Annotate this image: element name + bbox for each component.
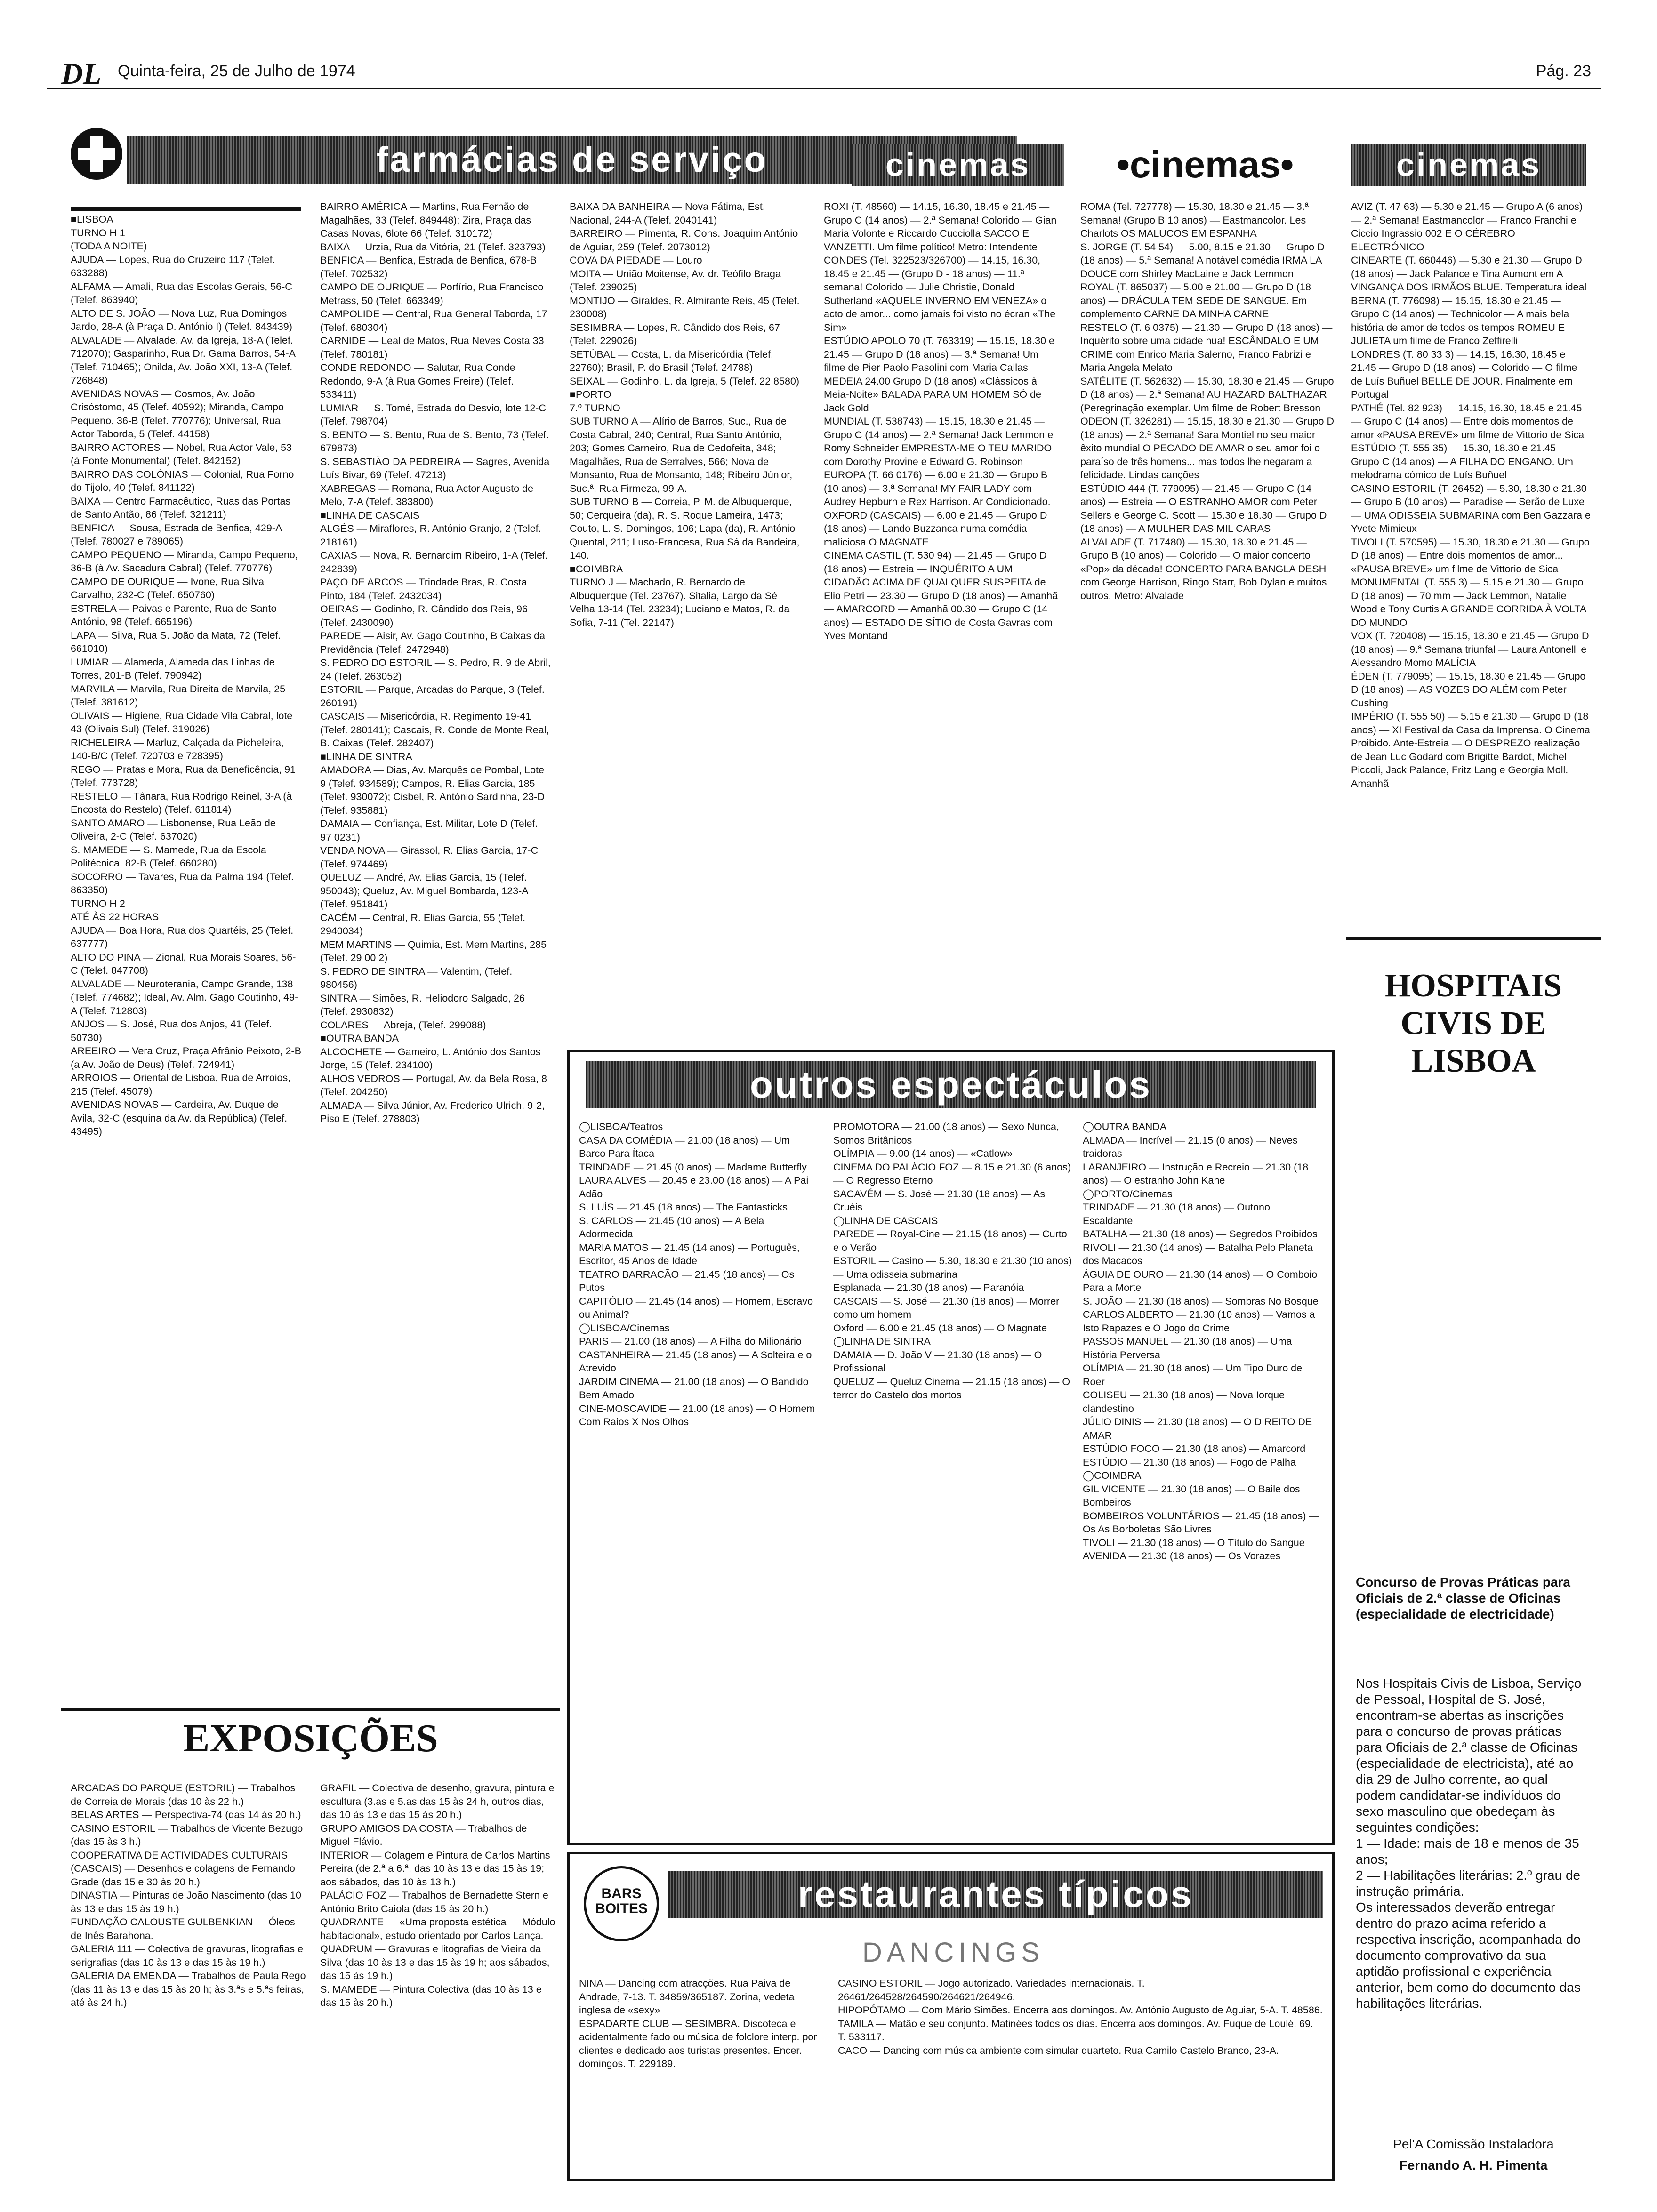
cinemas-column-1: ROXI (T. 48560) — 14.15, 16.30, 18.45 e 21.45 — Grupo C (14 anos) — 2.ª Semana! Colorido — Gian Maria Volonte e Riccardo Cucciolla SACCO E VANZETTI. Um filme político! Metro: Intendente CONDES (Tel. 322523/326700) — 14.15, 16.30, 18.45 e 21.45 — (Grupo D - 18 anos) — 11.ª semana! Colorido — Julie Christie, Donald Sutherland «AQUELE INVERNO EM VENEZA» o acto de amor... como jamais foi visto no écran «The Sim» ESTÚDIO APOLO 70 (T. 763319) — 15.15, 18.30 e 21.45 — Grupo D (18 anos) — 3.ª Semana! Um filme de Pier Paolo Pasolini com Maria Callas MEDEIA 24.00 Grupo D (18 anos) «Clássicos à Meia-Noite» BALADA PARA UM HOMEM SÓ de Jack Gold MUNDIAL (T. 538743) — 15.15, 18.30 e 21.45 — Grupo C (14 anos) — 2.ª Semana! Jack Lemmon e Romy Schneider EMPRESTA-ME O TEU MARIDO com Dorothy Provine e Edward G. Robinson EUROPA (T. 66 0176) — 6.00 e 21.30 — Grupo B (10 anos) — 3.ª Semana! MY FAIR LADY com Audrey Hepburn e Rex Harrison. Ar Condicionado. OXFORD (CASCAIS) — 6.00 e 21.45 — Grupo D (18 anos) — Lando Buzzanca numa comédia maliciosa O MAGNATE CINEMA CASTIL (T. 530 94) — 21.45 — Grupo D (18 anos) — Estreia — INQUÉRITO A UM CIDADÃO ACIMA DE QUALQUER SUSPEITA de Elio Petri — 23.30 — Grupo D (18 anos) — Amanhã — AMARCORD — Amanhã 00.30 — Grupo C (14 anos) — ESTADO DE SÍTIO de Costa Gavras com Yves Montand [824, 201, 1058, 641]
hospitais-title: HOSPITAIS CIVIS DE LISBOA [1384, 968, 1562, 1079]
newspaper-logo: DL [61, 57, 102, 90]
page-number: Pág. 23 [1536, 62, 1591, 80]
exposicoes-column-1: ARCADAS DO PARQUE (ESTORIL) — Trabalhos de Correia de Morais (das 10 às 22 h.) BELAS ARTES — Perspectiva-74 (das 14 às 20 h.) CASINO ESTORIL — Trabalhos de Vicente Bezugo (das 15 às 3 h.) COOPERATIVA DE ACTIVIDADES CULTURAIS (CASCAIS) — Desenhos e colagens de Fernando Grade (das 15 e 30 às 20 h.) DINASTIA — Pinturas de João Nascimento (das 10 às 13 e das 15 às 19 h.) FUNDAÇÃO CALOUSTE GULBENKIAN — Óleos de Inês Barahona. GALERIA 111 — Colectiva de gravuras, litografias e serigrafias (das 10 às 13 e das 15 às 19 h.) GALERIA DA EMENDA — Trabalhos de Paula Rego (das 11 às 13 e das 15 às 20 h; às 3.ªs e 5.ªs feiras, até às 24 h.) [71, 1782, 306, 2008]
farmacias-column-2: BAIRRO AMÉRICA — Martins, Rua Fernão de Magalhães, 33 (Telef. 849448); Zira, Praça das Casas Novas, 6lote 66 (Telef. 310172) BAIXA — Urzia, Rua da Vitória, 21 (Telef. 323793) BENFICA — Benfica, Estrada de Benfica, 678-B (Telef. 702532) CAMPO DE OURIQUE — Porfírio, Rua Francisco Metrass, 50 (Telef. 663349) CAMPOLIDE — Central, Rua General Taborda, 17 (Telef. 680304) CARNIDE — Leal de Matos, Rua Neves Costa 33 (Telef. 780181) CONDE REDONDO — Salutar, Rua Conde Redondo, 9-A (à Rua Gomes Freire) (Telef. 533411) LUMIAR — S. Tomé, Estrada do Desvio, lote 12-C (Telef. 798704) S. BENTO — S. Bento, Rua de S. Bento, 73 (Telef. 679873) S. SEBASTIÃO DA PEDREIRA — Sagres, Avenida Luís Bivar, 69 (Telef. 47213) XABREGAS — Romana, Rua Actor Augusto de Melo, 7-A (Telef. 383800) ■LINHA DE CASCAIS ALGÉS — Miraflores, R. António Granjo, 2 (Telef. 218161) CAXIAS — Nova, R. Bernardim Ribeiro, 1-A (Telef. 242839) PAÇO DE ARCOS — Trindade Bras, R. Costa Pinto, 184 (Telef. 2432034) OEIRAS — Godinho, R. Cândido dos Reis, 96 (Telef. 2430090) PAREDE — Aisir, Av. Gago Coutinho, B Caixas da Previdência (Telef. 2472948) S. PEDRO DO ESTORIL — S. Pedro, R. 9 de Abril, 24 (Telef. 263052) ESTORIL — Parque, Arcadas do Parque, 3 (Telef. 260191) CASCAIS — Misericórdia, R. Regimento 19-41 (Telef. 280141); Cascais, R. Conde de Monte Real, B. Caixas (Telef. 282407) ■LINHA DE SINTRA AMADORA — Dias, Av. Marquês de Pombal, Lote 9 (Telef. 934589); Campos, R. Elias Garcia, 185 (Telef. 930072); Cisbel, R. António Sardinha, 23-D (Telef. 935881) DAMAIA — Confiança, Est. Militar, Lote D (Telef. 97 0231) VENDA NOVA — Girassol, R. Elias Garcia, 17-C (Telef. 974469) QUELUZ — André, Av. Elias Garcia, 15 (Telef. 950043); Queluz, Av. Miguel Bombarda, 123-A (Telef. 951841) CACÉM — Central, R. Elias Garcia, 55 (Telef. 2940034) MEM MARTINS — Quimia, Est. Mem Martins, 285 (Telef. 29 00 2) S. PEDRO DE SINTRA — Valentim, (Telef. 980456) SINTRA — Simões, R. Heliodoro Salgado, 26 (Telef. 2930832) COLARES — Abreja, (Telef. 299088) ■OUTRA BANDA ALCOCHETE — Gameiro, L. António dos Santos Jorge, 15 (Telef. 234100) ALHOS VEDROS — Portugal, Av. da Bela Rosa, 8 (Telef. 204250) ALMADA — Silva Júnior, Av. Frederico Ulrich, 9-2, Piso E (Telef. 278803) [320, 201, 551, 1124]
page-header [47, 56, 1601, 89]
dancings-column-2: CASINO ESTORIL — Jogo autorizado. Variedades internacionais. T. 26461/264528/264590/264621/264946. HIPOPÓTAMO — Com Mário Simões. Encerra aos domingos. Av. António Augusto de Aguiar, 5-A. T. 48586. TAMILA — Matão e seu conjunto. Matinées todos os dias. Encerra aos domingos. Av. Fuque de Loulé, 69. T. 533117. CACO — Dancing com música ambiente com simular quarteto. Rua Camilo Castelo Branco, 23-A. [838, 1978, 1323, 2056]
band-cinemas-left: cinemas [852, 144, 1064, 186]
outros-column-1: ◯LISBOA/Teatros CASA DA COMÉDIA — 21.00 (18 anos) — Um Barco Para Ítaca TRINDADE — 21.45 (0 anos) — Madame Butterfly LAURA ALVES — 20.45 e 23.00 (18 anos) — A Pai Adão S. LUÍS — 21.45 (18 anos) — The Fantasticks S. CARLOS — 21.45 (10 anos) — A Bela Adormecida MARIA MATOS — 21.45 (14 anos) — Português, Escritor, 45 Anos de Idade TEATRO BARRACÃO — 21.45 (18 anos) — Os Putos CAPITÓLIO — 21.45 (14 anos) — Homem, Escravo ou Animal? ◯LISBOA/Cinemas PARIS — 21.00 (18 anos) — A Filha do Milionário CASTANHEIRA — 21.45 (18 anos) — A Solteira e o Atrevido JARDIM CINEMA — 21.00 (18 anos) — O Bandido Bem Amado CINE-MOSCAVIDE — 21.00 (18 anos) — O Homem Com Raios X Nos Olhos [579, 1121, 815, 1427]
outros-column-3: ◯OUTRA BANDA ALMADA — Incrível — 21.15 (0 anos) — Neves traidoras LARANJEIRO — Instrução e Recreio — 21.30 (18 anos) — O estranho John Kane ◯PORTO/Cinemas TRINDADE — 21.30 (18 anos) — Outono Escaldante BATALHA — 21.30 (18 anos) — Segredos Proibidos RIVOLI — 21.30 (14 anos) — Batalha Pelo Planeta dos Macacos ÁGUIA DE OURO — 21.30 (14 anos) — O Comboio Para a Morte S. JOÃO — 21.30 (18 anos) — Sombras No Bosque CARLOS ALBERTO — 21.30 (10 anos) — Vamos a Isto Rapazes e O Jogo do Crime PASSOS MANUEL — 21.30 (18 anos) — Uma História Perversa OLÍMPIA — 21.30 (18 anos) — Um Tipo Duro de Roer COLISEU — 21.30 (18 anos) — Nova Iorque clandestino JÚLIO DINIS — 21.30 (18 anos) — O DIREITO DE AMAR ESTÚDIO FOCO — 21.30 (18 anos) — Amarcord ESTÚDIO — 21.30 (18 anos) — Fogo de Palha ◯COIMBRA GIL VICENTE — 21.30 (18 anos) — O Baile dos Bombeiros BOMBEIROS VOLUNTÁRIOS — 21.45 (18 anos) — Os As Borboletas São Livres TIVOLI — 21.30 (18 anos) — O Título do Sangue AVENIDA — 21.30 (18 anos) — Os Vorazes [1083, 1121, 1319, 1562]
farmacias-column-1: ■LISBOA TURNO H 1 (TODA A NOITE) AJUDA — Lopes, Rua do Cruzeiro 117 (Telef. 633288) ALFAMA — Amali, Rua das Escolas Gerais, 56-C (Telef. 863940) ALTO DE S. JOÃO — Nova Luz, Rua Domingos Jardo, 28-A (à Praça D. António I) (Telef. 843439) ALVALADE — Alvalade, Av. da Igreja, 18-A (Telef. 712070); Gasparinho, Rua Dr. Gama Barros, 54-A (Telef. 710465); Onilda, Av. João XXI, 13-A (Telef. 726848) AVENIDAS NOVAS — Cosmos, Av. João Crisóstomo, 45 (Telef. 40592); Miranda, Campo Pequeno, 36-B (Telef. 770776); Universal, Rua Actor Taborda, 5 (Telef. 44158) BAIRRO ACTORES — Nobel, Rua Actor Vale, 53 (à Fonte Monumental) (Telef. 842152) BAIRRO DAS COLÓNIAS — Colonial, Rua Forno do Tijolo, 40 (Telef. 841122) BAIXA — Centro Farmacêutico, Ruas das Portas de Santo Antão, 86 (Telef. 321211) BENFICA — Sousa, Estrada de Benfica, 429-A (Telef. 780027 e 789065) CAMPO PEQUENO — Miranda, Campo Pequeno, 36-B (à Av. Sacadura Cabral) (Telef. 770776) CAMPO DE OURIQUE — Ivone, Rua Silva Carvalho, 232-C (Telef. 650760) ESTRELA — Paivas e Parente, Rua de Santo António, 98 (Telef. 665196) LAPA — Silva, Rua S. João da Mata, 72 (Telef. 661010) LUMIAR — Alameda, Alameda das Linhas de Torres, 201-B (Telef. 790942) MARVILA — Marvila, Rua Direita de Marvila, 25 (Telef. 381612) OLIVAIS — Higiene, Rua Cidade Vila Cabral, lote 43 (Olivais Sul) (Telef. 319026) RICHELEIRA — Marluz, Calçada da Picheleira, 140-B/C (Telef. 720703 e 728395) REGO — Pratas e Mora, Rua da Beneficência, 91 (Telef. 773728) RESTELO — Tânara, Rua Rodrigo Reinel, 3-A (à Encosta do Restelo) (Telef. 611814) SANTO AMARO — Lisbonense, Rua Leão de Oliveira, 2-C (Telef. 637020) S. MAMEDE — S. Mamede, Rua da Escola Politécnica, 82-B (Telef. 660280) SOCORRO — Tavares, Rua da Palma 194 (Telef. 863350) TURNO H 2 ATÉ ÀS 22 HORAS AJUDA — Boa Hora, Rua dos Quartéis, 25 (Telef. 637777) ALTO DO PINA — Zional, Rua Morais Soares, 56-C (Telef. 847708) ALVALADE — Neuroterania, Campo Grande, 138 (Telef. 774682); Ideal, Av. Alm. Gago Coutinho, 49-A (Telef. 712803) ANJOS — S. José, Rua dos Anjos, 41 (Telef. 50730) AREEIRO — Vera Cruz, Praça Afrânio Peixoto, 2-B (a Av. João de Deus) (Telef. 724941) ARROIOS — Oriental de Lisboa, Rua de Arroios, 215 (Telef. 45079) AVENIDAS NOVAS — Cardeira, Av. Duque de Avila, 32-C (esquina da Av. da República) (Telef. 43495) [71, 214, 301, 1137]
band-cinemas-right: cinemas [1351, 144, 1586, 186]
band-farmacias: farmácias de serviço [127, 136, 1017, 184]
farmacias-column-3: BAIXA DA BANHEIRA — Nova Fátima, Est. Nacional, 244-A (Telef. 2040141) BARREIRO — Pimenta, R. Cons. Joaquim António de Aguiar, 259 (Telef. 2073012) COVA DA PIEDADE — Louro MOITA — União Moitense, Av. dr. Teófilo Braga (Telef. 239025) MONTIJO — Giraldes, R. Almirante Reis, 45 (Telef. 230008) SESIMBRA — Lopes, R. Cândido dos Reis, 67 (Telef. 229026) SETÚBAL — Costa, L. da Misericórdia (Telef. 22760); Brasil, P. do Brasil (Telef. 24788) SEIXAL — Godinho, L. da Igreja, 5 (Telef. 22 8580) ■PORTO 7.º TURNO SUB TURNO A — Alírio de Barros, Suc., Rua de Costa Cabral, 240; Central, Rua Santo António, 203; Gomes Carneiro, Rua de Cedofeita, 348; Magalhães, Rua de Serralves, 566; Nova de Monsanto, Rua de Monsanto, 148; Ribeiro Júnior, Suc.ª, Rua Firmeza, 99-A. SUB TURNO B — Correia, P. M. de Albuquerque, 50; Cerqueira (da), R. S. Roque Lameira, 1473; Couto, L. S. Domingos, 106; Lapa (da), R. António Quental, 211; Luso-Francesa, Rua Sá da Bandeira, 140. ■COIMBRA TURNO J — Machado, R. Bernardo de Albuquerque (Tel. 23767). Sitalia, Largo da Sé Velha 13-14 (Tel. 23234); Luciano e Matos, R. da Sofia, 7-11 (Tel. 22147) [570, 201, 800, 628]
dancings-heading: DANCINGS [862, 1937, 1045, 1968]
exposicoes-title: EXPOSIÇÕES [183, 1716, 438, 1760]
pharmacy-cross-icon [71, 128, 122, 180]
dancings-column-1: NINA — Dancing com atracções. Rua Paiva de Andrade, 7-13. T. 34859/365187. Zorina, vedeta inglesa de «sexy» ESPADARTE CLUB — SESIMBRA. Discoteca e acidentalmente fado ou música de folclore interp. por clientes e dedicado aos turistas presentes. Encer. domingos. T. 229189. [579, 1978, 817, 2069]
band-restaurantes: restaurantes típicos [668, 1871, 1323, 1918]
cinemas-column-2: ROMA (Tel. 727778) — 15.30, 18.30 e 21.45 — 3.ª Semana! (Grupo B 10 anos) — Eastmancolor. Les Charlots OS MALUCOS EM ESPANHA S. JORGE (T. 54 54) — 5.00, 8.15 e 21.30 — Grupo D (18 anos) — 5.ª Semana! A notável comédia IRMA LA DOUCE com Shirley MacLaine e Jack Lemmon ROYAL (T. 865037) — 5.00 e 21.00 — Grupo D (18 anos) — DRÁCULA TEM SEDE DE SANGUE. Em complemento CARNE DA MINHA CARNE RESTELO (T. 6 0375) — 21.30 — Grupo D (18 anos) — Inquérito sobre uma cidade nua! ESCÂNDALO E UM CRIME com Enrico Maria Salerno, Franco Fabrizi e Maria Angela Melato SATÉLITE (T. 562632) — 15.30, 18.30 e 21.45 — Grupo D (18 anos) — 2.ª Semana! AU HAZARD BALTHAZAR (Peregrinação exemplar. Um filme de Robert Bresson ODEON (T. 326281) — 15.15, 18.30 e 21.30 — Grupo D (18 anos) — 2.ª Semana! Sara Montiel no seu maior êxito mundial O PECADO DE AMAR o seu amor foi o paraíso de três homens... mas todos lhe negaram a felicidade. Lindas canções ESTÚDIO 444 (T. 779095) — 21.45 — Grupo C (14 anos) — Estreia — O ESTRANHO AMOR com Peter Sellers e George C. Scott — 15.30 e 18.30 — Grupo D (18 anos) — A MULHER DAS MIL CARAS ALVALADE (T. 717480) — 15.30, 18.30 e 21.45 — Grupo B (10 anos) — Colorido — O maior concerto «Pop» da década! CONCERTO PARA BANGLA DESH com George Harrison, Ringo Starr, Bob Dylan e muitos outros. Metro: Alvalade [1080, 201, 1334, 601]
divider [71, 207, 301, 211]
divider [1346, 937, 1601, 940]
divider [61, 1708, 560, 1711]
issue-date: Quinta-feira, 25 de Julho de 1974 [118, 62, 355, 80]
hospitais-body: Nos Hospitais Civis de Lisboa, Serviço de Pessoal, Hospital de S. José, encontram-se abertas as inscrições para o concurso de provas práticas para Oficiais de 2.ª classe de Oficinas (especialidade de electricista), até ao dia 29 de Julho corrente, ao qual podem candidatar-se indivíduos do sexo masculino que obedeçam às seguintes condições: 1 — Idade: mais de 18 e menos de 35 anos; 2 — Habilitações literárias: 2.º grau de instrução primária. Os interessados deverão entregar dentro do prazo acima referido a respectiva inscrição, acompanhada do documento comprovativo da sua aptidão profissional e experiência anterior, bem como do documento das habilitações literárias. [1356, 1676, 1582, 2011]
outros-column-2: PROMOTORA — 21.00 (18 anos) — Sexo Nunca, Somos Britânicos OLÍMPIA — 9.00 (14 anos) — «Catlow» CINEMA DO PALÁCIO FOZ — 8.15 e 21.30 (6 anos) — O Regresso Eterno SACAVÉM — S. José — 21.30 (18 anos) — As Cruéis ◯LINHA DE CASCAIS PAREDE — Royal-Cine — 21.15 (18 anos) — Curto e o Verão ESTORIL — Casino — 5.30, 18.30 e 21.30 (10 anos) — Uma odisseia submarina Esplanada — 21.30 (18 anos) — Paranóia CASCAIS — S. José — 21.30 (18 anos) — Morrer como um homem Oxford — 6.00 e 21.45 (18 anos) — O Magnate ◯LINHA DE SINTRA DAMAIA — D. João V — 21.30 (18 anos) — O Profissional QUELUZ — Queluz Cinema — 21.15 (18 anos) — O terror do Castelo dos mortos [833, 1121, 1072, 1401]
bars-boites-badge: BARS BOITES [584, 1866, 659, 1941]
hospitais-signature-intro: Pel'A Comissão Instaladora [1393, 2137, 1554, 2151]
hospitais-signature: Fernando A. H. Pimenta [1399, 2158, 1548, 2172]
cinemas-column-3: AVIZ (T. 47 63) — 5.30 e 21.45 — Grupo A (6 anos) — 2.ª Semana! Eastmancolor — Franco Franchi e Ciccio Ingrassio 002 E O CÉREBRO ELECTRÓNICO CINEARTE (T. 660446) — 5.30 e 21.30 — Grupo D (18 anos) — Jack Palance e Tina Aumont em A VINGANÇA DOS IRMÃOS BLUE. Temperatura ideal BERNA (T. 776098) — 15.15, 18.30 e 21.45 — Grupo C (14 anos) — Technicolor — A mais bela história de amor de todos os tempos ROMEU E JULIETA um filme de Franco Zeffirelli LONDRES (T. 80 33 3) — 14.15, 16.30, 18.45 e 21.45 — Grupo D (18 anos) — Colorido — O filme de Luís Buñuel BELLE DE JOUR. Finalmente em Portugal PATHÉ (Tel. 82 923) — 14.15, 16.30, 18.45 e 21.45 — Grupo C (14 anos) — Entre dois momentos de amor «PAUSA BREVE» um filme de Vittorio de Sica ESTÚDIO (T. 555 35) — 15.30, 18.30 e 21.45 — Grupo C (14 anos) — A FILHA DO ENGANO. Um melodrama cómico de Luís Buñuel CASINO ESTORIL (T. 26452) — 5.30, 18.30 e 21.30 — Grupo B (10 anos) — Paradise — Serão de Luxe — UMA ODISSEIA SUBMARINA com Ben Gazzara e Yvete Mimieux TIVOLI (T. 570595) — 15.30, 18.30 e 21.30 — Grupo D (18 anos) — Entre dois momentos de amor... «PAUSA BREVE» um filme de Vittorio de Sica MONUMENTAL (T. 555 3) — 5.15 e 21.30 — Grupo D (18 anos) — 70 mm — Jack Lemmon, Natalie Wood e Tony Curtis A GRANDE CORRIDA À VOLTA DO MUNDO VOX (T. 720408) — 15.15, 18.30 e 21.45 — Grupo D (18 anos) — 9.ª Semana triunfal — Laura Antonelli e Alessandro Momo MALÍCIA ÉDEN (T. 779095) — 15.15, 18.30 e 21.45 — Grupo D (18 anos) — AS VOZES DO ALÉM com Peter Cushing IMPÉRIO (T. 555 50) — 5.15 e 21.30 — Grupo D (18 anos) — XI Festival da Casa da Imprensa. O Cinema Proibido. Ante-Estreia — O DESPREZO realização de Jean Luc Godard com Brigitte Bardot, Michel Piccoli, Jack Palance, Fritz Lang e Georgia Moll. Amanhã [1351, 201, 1591, 789]
hospitais-subtitle: Concurso de Provas Práticas para Oficiais de 2.ª classe de Oficinas (especialidade de electricidade) [1356, 1575, 1574, 1621]
exposicoes-column-2: GRAFIL — Colectiva de desenho, gravura, pintura e escultura (3.as e 5.as das 15 às 24 h, outros dias, das 10 às 13 e das 15 às 20 h.) GRUPO AMIGOS DA COSTA — Trabalhos de Miguel Flávio. INTERIOR — Colagem e Pintura de Carlos Martins Pereira (de 2.ª a 6.ª, das 10 às 13 e das 15 às 19; aos sábados, das 10 às 13 h.) PALÁCIO FOZ — Trabalhos de Bernadette Stern e António Brito Caiola (das 15 às 20 h.) QUADRANTE — «Uma proposta estética — Módulo habitacional», estudo orientado por Carlos Lança. QUADRUM — Gravuras e litografias de Vieira da Silva (das 10 às 13 e das 15 às 19 h; aos sábados, das 15 às 19 h.) S. MAMEDE — Pintura Colectiva (das 10 às 13 e das 15 às 20 h.) [320, 1782, 555, 2008]
band-outros: outros espectáculos [586, 1061, 1316, 1108]
band-cinemas-center: •cinemas• [1116, 144, 1294, 185]
